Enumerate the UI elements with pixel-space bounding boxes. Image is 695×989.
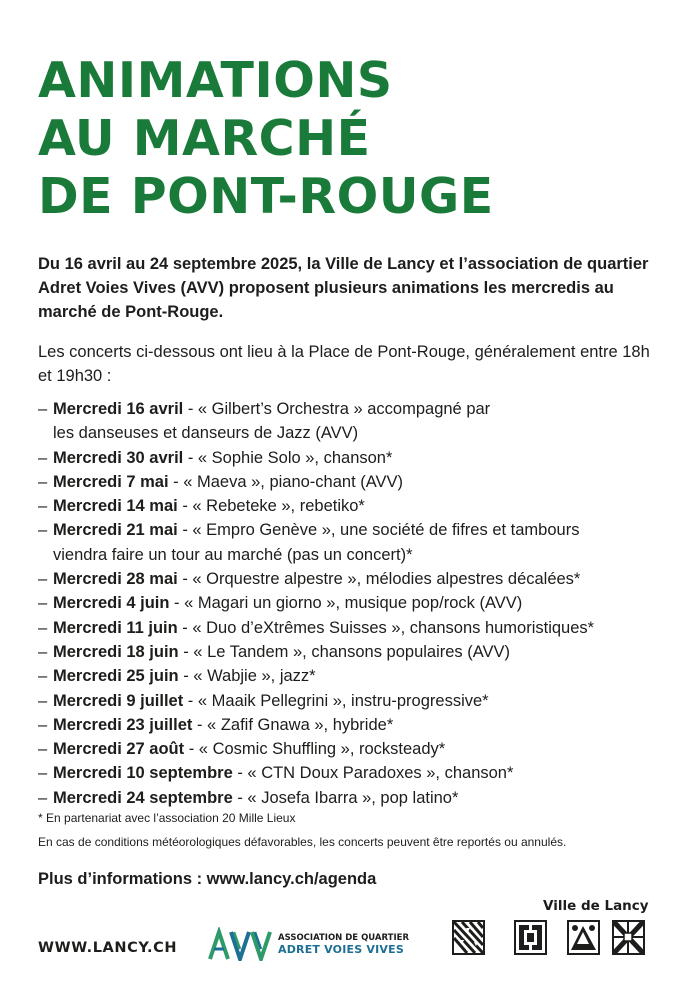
event-date: Mercredi 14 mai xyxy=(53,497,178,516)
event-description: - « Maeva », piano-chant (AVV) xyxy=(168,472,404,491)
more-info-link[interactable]: Plus d’informations : www.lancy.ch/agenda xyxy=(38,870,377,888)
event-description: - « Le Tandem », chansons populaires (AVV) xyxy=(178,642,511,661)
event-date: Mercredi 10 septembre xyxy=(53,764,233,783)
event-description: - « Wabjie », jazz* xyxy=(178,667,316,686)
event-date: Mercredi 21 mai xyxy=(53,521,178,540)
partnership-footnote: * En partenariat avec l’association 20 Mille Lieux xyxy=(38,811,296,825)
event-description: - « Sophie Solo », chanson* xyxy=(183,448,393,467)
event-date: Mercredi 25 juin xyxy=(53,667,179,686)
event-item xyxy=(38,737,678,761)
event-item xyxy=(38,713,678,737)
event-date: Mercredi 9 juillet xyxy=(53,691,184,710)
lancy-crests xyxy=(452,920,652,956)
event-description: - « Zafif Gnawa », hybride* xyxy=(192,715,394,734)
event-description: - « CTN Doux Paradoxes », chanson* xyxy=(232,764,514,783)
event-item xyxy=(38,664,678,688)
event-date: Mercredi 11 juin xyxy=(53,618,178,637)
event-date: Mercredi 16 avril xyxy=(53,400,184,418)
event-description: - « Maaik Pellegrini », instru-progressive* xyxy=(183,691,489,710)
event-description: - « Josefa Ibarra », pop latino* xyxy=(232,788,459,807)
event-date: Mercredi 23 juillet xyxy=(53,715,193,734)
event-description-continued: viendra faire un tour au marché (pas un concert)* xyxy=(53,545,413,564)
event-item xyxy=(38,640,678,664)
title-line-2: AU MARCHÉ xyxy=(38,110,371,167)
ville-de-lancy-label: Ville de Lancy xyxy=(543,898,649,914)
event-description: - « Cosmic Shuffling », rocksteady* xyxy=(184,740,446,759)
event-item xyxy=(38,761,678,785)
title-line-1: ANIMATIONS xyxy=(38,52,393,109)
event-date: Mercredi 27 août xyxy=(53,740,185,759)
event-date: Mercredi 28 mai xyxy=(53,570,178,589)
avv-line-2: ADRET VOIES VIVES xyxy=(278,943,404,956)
crest-icon-3 xyxy=(567,920,600,955)
event-date: Mercredi 30 avril xyxy=(53,448,184,467)
event-item xyxy=(38,616,678,640)
event-description: - « Duo d’eXtrêmes Suisses », chansons humoristiques* xyxy=(177,618,595,637)
event-description: - « Magari un giorno », musique pop/rock (AVV) xyxy=(169,594,523,613)
event-date: Mercredi 7 mai xyxy=(53,472,169,491)
event-item xyxy=(38,567,678,591)
event-item xyxy=(38,786,678,810)
event-item xyxy=(38,518,678,567)
event-description: - « Orquestre alpestre », mélodies alpestres décalées* xyxy=(177,570,581,589)
intro-paragraph: Du 16 avril au 24 septembre 2025, la Ville de Lancy et l’association de quartier Adret Voies Vives (AVV) proposent plusieurs animations les mercredis au marché de Pont-Rouge. xyxy=(38,255,649,321)
event-item xyxy=(38,494,678,518)
event-description-continued: les danseuses et danseurs de Jazz (AVV) xyxy=(53,424,359,443)
crest-icon-4 xyxy=(612,920,645,955)
crest-icon-1 xyxy=(452,920,485,955)
event-item xyxy=(38,591,678,615)
event-date: Mercredi 4 juin xyxy=(53,594,170,613)
avv-line-1: ASSOCIATION DE QUARTIER xyxy=(278,933,409,943)
events-list xyxy=(38,397,678,810)
event-date: Mercredi 24 septembre xyxy=(53,788,233,807)
concerts-intro: Les concerts ci-dessous ont lieu à la Place de Pont-Rouge, généralement entre 18h et 19h30 : xyxy=(38,343,650,385)
page-title xyxy=(38,52,658,226)
website-link[interactable]: WWW.LANCY.CH xyxy=(38,940,178,956)
avv-logo-text xyxy=(278,932,409,956)
event-item xyxy=(38,397,678,446)
event-description: - « Rebeteke », rebetiko* xyxy=(177,497,365,516)
event-description: - « Gilbert’s Orchestra » accompagné par xyxy=(183,400,491,418)
weather-notice: En cas de conditions météorologiques défavorables, les concerts peuvent être reportés ou annulés. xyxy=(38,835,567,849)
event-description: - « Empro Genève », une société de fifres et tambours xyxy=(177,521,580,540)
title-line-3: DE PONT-ROUGE xyxy=(38,168,494,225)
crest-icon-2 xyxy=(514,920,547,955)
avv-logo xyxy=(208,927,413,961)
event-date: Mercredi 18 juin xyxy=(53,642,179,661)
avv-logo-icon xyxy=(208,927,274,961)
event-item xyxy=(38,446,678,470)
event-item xyxy=(38,470,678,494)
event-item xyxy=(38,689,678,713)
